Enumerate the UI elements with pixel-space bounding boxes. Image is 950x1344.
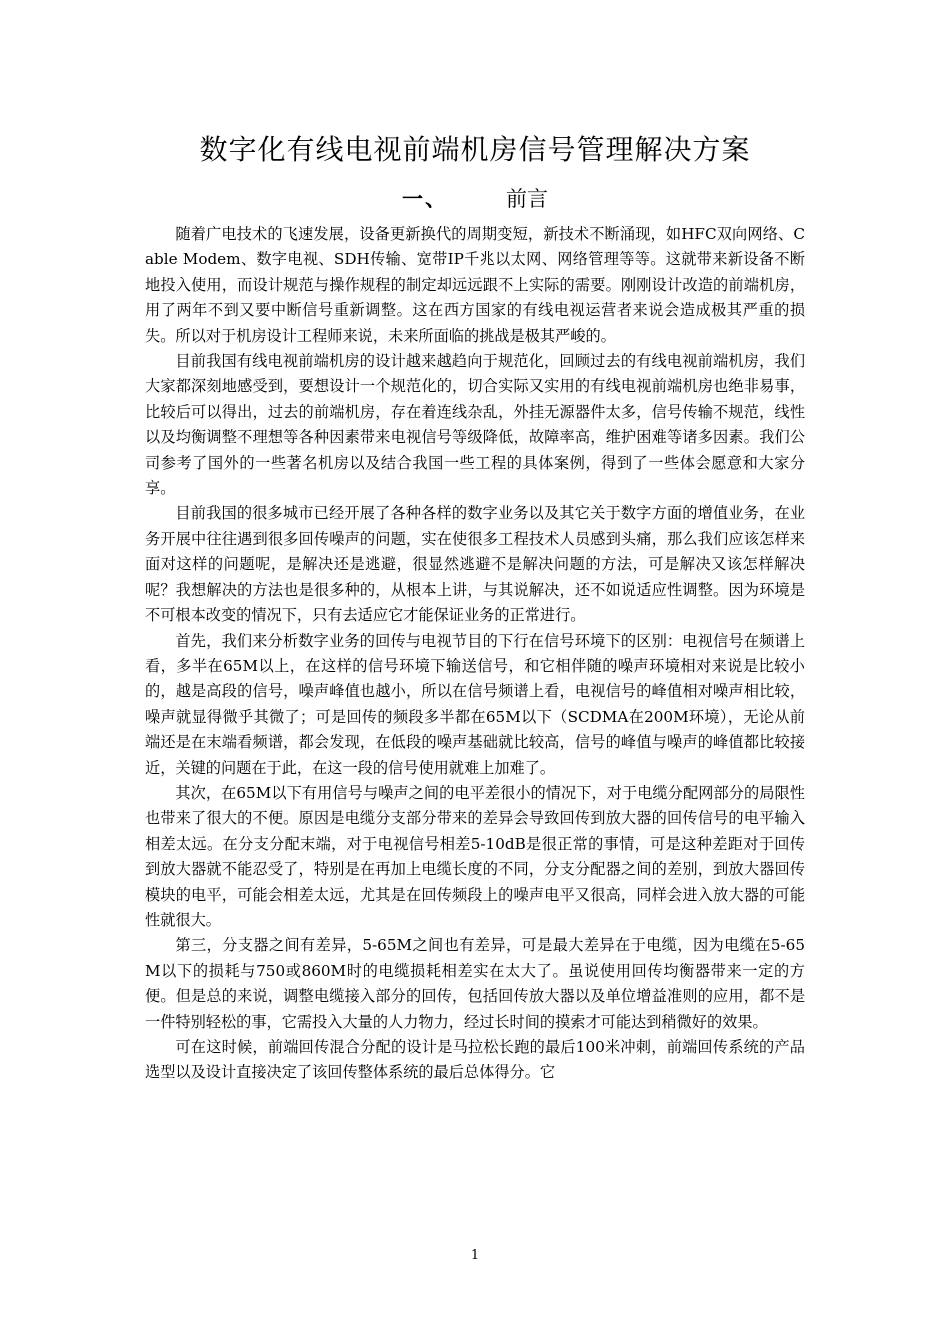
section-number: 一、 xyxy=(402,186,448,211)
paragraph-3: 目前我国的很多城市已经开展了各种各样的数字业务以及其它关于数字方面的增值业务，在业务开展中往往遇到很多回传噪声的问题，实在使很多工程技术人员感到头痛，那么我们应该怎样来面对这样的问题呢，是解决还是逃避，很显然逃避不是解决问题的方法，可是解决又该怎样解决呢？我想解决的方法也是很多种的，从根本上讲，与其说解决，还不如说适应性调整。因为环境是不可根本改变的情况下，只有去适应它才能保证业务的正常进行。 xyxy=(145,504,805,625)
page-number: 1 xyxy=(470,1248,480,1263)
section-heading xyxy=(0,182,950,216)
paragraph-5: 其次，在65M以下有用信号与噪声之间的电平差很小的情况下，对于电缆分配网部分的局限性也带来了很大的不便。原因是电缆分支部分带来的差异会导致回传到放大器的回传信号的电平输入相差太远。在分支分配末端，对于电视信号相差5-10dB是很正常的事情，可是这种差距对于回传到放大器就不能忍受了，特别是在再加上电缆长度的不同，分支分配器之间的差别，到放大器回传模块的电平，可能会相差太远，尤其是在回传频段上的噪声电平又很高，同样会进入放大器的可能性就很大。 xyxy=(145,783,805,929)
paragraph-4: 首先，我们来分析数字业务的回传与电视节目的下行在信号环境下的区别：电视信号在频谱上看，多半在65M以上，在这样的信号环境下输送信号，和它相伴随的噪声环境相对来说是比较小的，越是高段的信号，噪声峰值也越小，所以在信号频谱上看，电视信号的峰值相对噪声相比较， 噪声就显得微乎其微了；可是回传的频段多半都在65M以下（SCDMA在200M环境），无论从前端还是在末端看频谱，都会发现，在低段的噪声基础就比较高，信号的峰值与噪声的峰值都比较接近，关键的问题在于此，在这一段的信号使用就难上加难了。 xyxy=(145,631,805,777)
section-title: 前言 xyxy=(506,187,548,211)
paragraph-1: 随着广电技术的飞速发展，设备更新换代的周期变短，新技术不断涌现，如HFC双向网络、Cable Modem、数字电视、SDH传输、宽带IP千兆以太网、网络管理等等。这就带来新设备不断地投入使用，而设计规范与操作规程的制定却远远跟不上实际的需要。刚刚设计改造的前端机房，用了两年不到又要中断信号重新调整。这在西方国家的有线电视运营者来说会造成极其严重的损失。所以对于机房设计工程师来说，未来所面临的挑战是极其严峻的。 xyxy=(145,225,805,345)
body-text xyxy=(145,222,805,1086)
paragraph-7: 可在这时候，前端回传混合分配的设计是马拉松长跑的最后100米冲刺，前端回传系统的产品选型以及设计直接决定了该回传整体系统的最后总体得分。它 xyxy=(145,1038,805,1082)
paragraph-6: 第三，分支器之间有差异，5-65M之间也有差异，可是最大差异在于电缆，因为电缆在5-65M以下的损耗与750或860M时的电缆损耗相差实在太大了。虽说使用回传均衡器带来一定的方便。但是总的来说，调整电缆接入部分的回传，包括回传放大器以及单位增益准则的应用，都不是一件特别轻松的事，它需投入大量的人力物力，经过长时间的摸索才可能达到稍微好的效果。 xyxy=(145,936,805,1031)
document-title: 数字化有线电视前端机房信号管理解决方案 xyxy=(199,133,751,166)
paragraph-2: 目前我国有线电视前端机房的设计越来越趋向于规范化，回顾过去的有线电视前端机房，我们大家都深刻地感受到，要想设计一个规范化的，切合实际又实用的有线电视前端机房也绝非易事，比较后可以得出，过去的前端机房，存在着连线杂乱，外挂无源器件太多，信号传输不规范，线性以及均衡调整不理想等各种因素带来电视信号等级降低，故障率高，维护困难等诸多因素。我们公司参考了国外的一些著名机房以及结合我国一些工程的具体案例，得到了一些体会愿意和大家分享。 xyxy=(145,352,805,498)
